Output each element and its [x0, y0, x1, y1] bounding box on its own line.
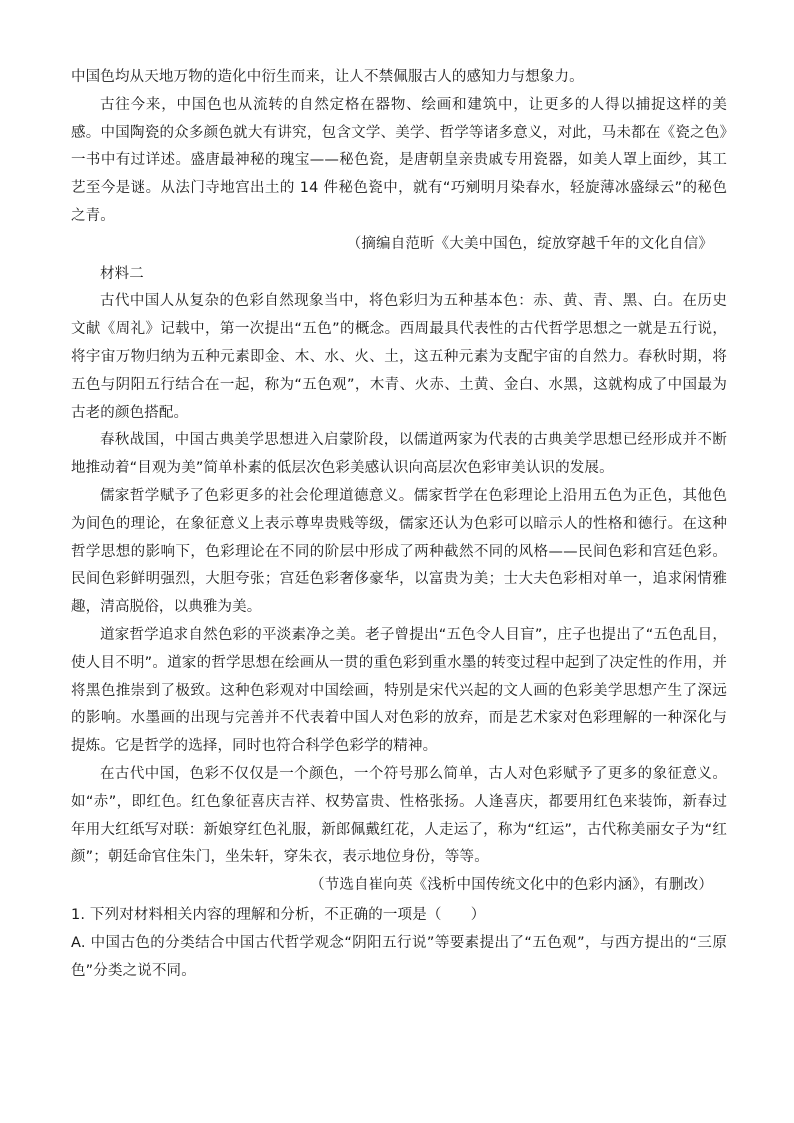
source-citation-1: （摘编自范昕《大美中国色，绽放穿越千年的文化自信》	[346, 235, 713, 252]
source-citation-2: （节选自崔向英《浅析中国传统文化中的色彩内涵》，有删改）	[310, 877, 713, 894]
section-heading-material-two: 材料二	[100, 265, 144, 282]
document-page	[71, 64, 727, 985]
paragraph-intro-end: 中国色均从天地万物的造化中衍生而来，让人不禁佩服古人的感知力与想象力。	[71, 69, 584, 85]
paragraph-taoist: 道家哲学追求自然色彩的平淡素净之美。老子曾提出“五色令人目盲”，庄子也提出了“五色乱目，使人目不明”。道家的哲学思想在绘画从一贯的重色彩到重水墨的转变过程中起到了决定性的作用，并将黑色推崇到了极致。这种色彩观对中国绘画，特别是宋代兴起的文人画的色彩美学思想产生了深远的影响。水墨画的出现与完善并不代表着中国人对色彩的放弃，而是艺术家对色彩理解的一种深化与提炼。它是哲学的选择，同时也符合科学色彩学的精神。	[71, 626, 727, 755]
paragraph-ceramics: 古往今来，中国色也从流转的自然定格在器物、绘画和建筑中，让更多的人得以捕捉这样的美感。中国陶瓷的众多颜色就大有讲究，包含文学、美学、哲学等诸多意义，对此，马未都在《瓷之色》一书中有过详述。盛唐最神秘的瑰宝——秘色瓷，是唐朝皇亲贵戚专用瓷器，如美人罩上面纱，其工艺至今是谜。从法门寺地宫出土的 14 件秘色瓷中，就有“巧剜明月染春水，轻旋薄冰盛绿云”的秘色之青。	[71, 96, 727, 224]
paragraph-red-symbolism: 在古代中国，色彩不仅仅是一个颜色，一个符号那么简单，古人对色彩赋予了更多的象征意义。如“赤”，即红色。红色象征喜庆吉祥、权势富贵、性格张扬。人逢喜庆，都要用红色来装饰，新春过年用大红纸写对联：新娘穿红色礼服，新郎佩戴红花，人走运了，称为“红运”，古代称美丽女子为“红颜”；朝廷命官住朱门，坐朱轩，穿朱衣，表示地位身份，等等。	[71, 765, 727, 866]
paragraph-confucian: 儒家哲学赋予了色彩更多的社会伦理道德意义。儒家哲学在色彩理论上沿用五色为正色，其他色为间色的理论，在象征意义上表示尊卑贵贱等级，儒家还认为色彩可以暗示人的性格和德行。在这种哲学思想的影响下，色彩理论在不同的阶层中形成了两种截然不同的风格——民间色彩和宫廷色彩。民间色彩鲜明强烈，大胆夸张；宫廷色彩奢侈豪华，以富贵为美；士大夫色彩相对单一，追求闲情雅趣，清高脱俗，以典雅为美。	[71, 487, 727, 616]
question-option-a: A. 中国古色的分类结合中国古代哲学观念“阴阳五行说”等要素提出了“五色观”，与西方提出的“三原色”分类之说不同。	[71, 934, 727, 979]
question-stem: 1. 下列对材料相关内容的理解和分析，不正确的一项是（ ）	[71, 906, 486, 923]
paragraph-five-colors: 古代中国人从复杂的色彩自然现象当中，将色彩归为五种基本色：赤、黄、青、黑、白。在历史文献《周礼》记载中，第一次提出“五色”的概念。西周最具代表性的古代哲学思想之一就是五行说，将宇宙万物归纳为五种元素即金、木、水、火、土，这五种元素为支配宇宙的自然力。春秋时期，将五色与阴阳五行结合在一起，称为“五色观”，木青、火赤、土黄、金白、水黑，这就构成了中国最为古老的颜色搭配。	[71, 293, 727, 421]
paragraph-spring-autumn: 春秋战国，中国古典美学思想进入启蒙阶段，以儒道两家为代表的古典美学思想已经形成并不断地推动着“目观为美”简单朴素的低层次色彩美感认识向高层次色彩审美认识的发展。	[71, 432, 727, 477]
